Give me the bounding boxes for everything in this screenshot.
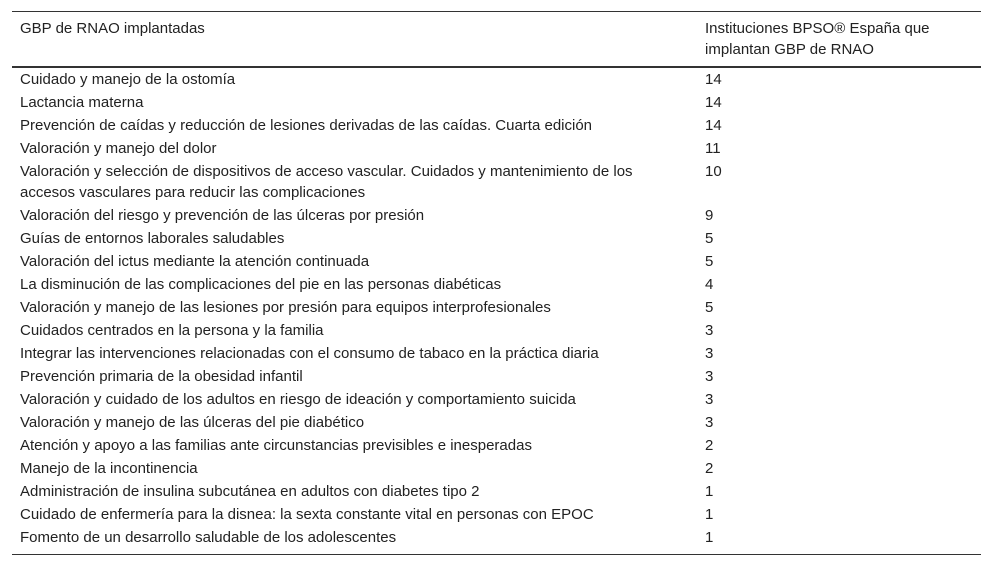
table-row [12, 503, 981, 526]
guideline-cell: Prevención primaria de la obesidad infantil [20, 368, 303, 385]
count-cell: 9 [705, 207, 714, 224]
table-header [12, 12, 981, 68]
table-row [12, 480, 981, 503]
guideline-cell: Manejo de la incontinencia [20, 460, 198, 477]
guideline-cell: Prevención de caídas y reducción de lesiones derivadas de las caídas. Cuarta edición [20, 117, 593, 134]
table-row [12, 342, 981, 365]
count-cell: 3 [705, 345, 714, 362]
guideline-cell: Valoración y manejo del dolor [20, 140, 217, 157]
table-row [12, 160, 981, 204]
table-body [12, 67, 981, 555]
count-cell: 3 [705, 322, 714, 339]
guideline-cell: Cuidado de enfermería para la disnea: la sexta constante vital en personas con EPOC [20, 506, 594, 523]
guideline-cell: Valoración y cuidado de los adultos en riesgo de ideación y comportamiento suicida [20, 391, 576, 408]
guideline-cell: Lactancia materna [20, 94, 144, 111]
header-guidelines: GBP de RNAO implantadas [20, 20, 205, 37]
guideline-cell: Fomento de un desarrollo saludable de los adolescentes [20, 529, 397, 546]
table-row [12, 388, 981, 411]
table-row [12, 411, 981, 434]
guideline-cell: Guías de entornos laborales saludables [20, 230, 285, 247]
guideline-cell: Valoración del ictus mediante la atención continuada [20, 253, 370, 270]
guideline-cell: Cuidado y manejo de la ostomía [20, 71, 236, 88]
table-row [12, 296, 981, 319]
table-row [12, 365, 981, 388]
guideline-cell: Integrar las intervenciones relacionadas con el consumo de tabaco en la práctica diaria [20, 345, 599, 362]
guideline-cell: Atención y apoyo a las familias ante circunstancias previsibles e inesperadas [20, 437, 532, 454]
table-row [12, 273, 981, 296]
count-cell: 4 [705, 276, 714, 293]
count-cell: 1 [705, 483, 714, 500]
count-cell: 5 [705, 253, 714, 270]
table-row [12, 227, 981, 250]
count-cell: 14 [705, 117, 722, 134]
table-row [12, 137, 981, 160]
table-row [12, 204, 981, 227]
guidelines-table [12, 11, 981, 555]
count-cell: 14 [705, 71, 722, 88]
table-row [12, 114, 981, 137]
table-row [12, 434, 981, 457]
table-row [12, 457, 981, 480]
count-cell: 3 [705, 414, 714, 431]
guideline-cell: Administración de insulina subcutánea en adultos con diabetes tipo 2 [20, 483, 480, 500]
guideline-cell: Cuidados centrados en la persona y la familia [20, 322, 324, 339]
header-row [12, 12, 981, 68]
count-cell: 2 [705, 460, 714, 477]
count-cell: 1 [705, 529, 714, 546]
table-row [12, 319, 981, 342]
table-row [12, 91, 981, 114]
count-cell: 11 [705, 140, 721, 157]
guideline-cell: Valoración del riesgo y prevención de las úlceras por presión [20, 207, 425, 224]
guideline-cell: Valoración y selección de dispositivos de acceso vascular. Cuidados y mantenimiento de los accesos vasculares para reducir las complicaciones [20, 163, 633, 201]
count-cell: 2 [705, 437, 714, 454]
guideline-cell: La disminución de las complicaciones del pie en las personas diabéticas [20, 276, 502, 293]
count-cell: 5 [705, 230, 714, 247]
count-cell: 1 [705, 506, 714, 523]
table-row [12, 526, 981, 555]
guideline-cell: Valoración y manejo de las lesiones por presión para equipos interprofesionales [20, 299, 551, 316]
table-row [12, 250, 981, 273]
count-cell: 3 [705, 391, 714, 408]
guideline-cell: Valoración y manejo de las úlceras del pie diabético [20, 414, 365, 431]
count-cell: 5 [705, 299, 714, 316]
table-container [12, 11, 981, 555]
count-cell: 3 [705, 368, 714, 385]
count-cell: 14 [705, 94, 722, 111]
count-cell: 10 [705, 163, 722, 180]
header-institutions: Instituciones BPSO® España que implantan GBP de RNAO [705, 20, 930, 58]
table-row [12, 67, 981, 91]
